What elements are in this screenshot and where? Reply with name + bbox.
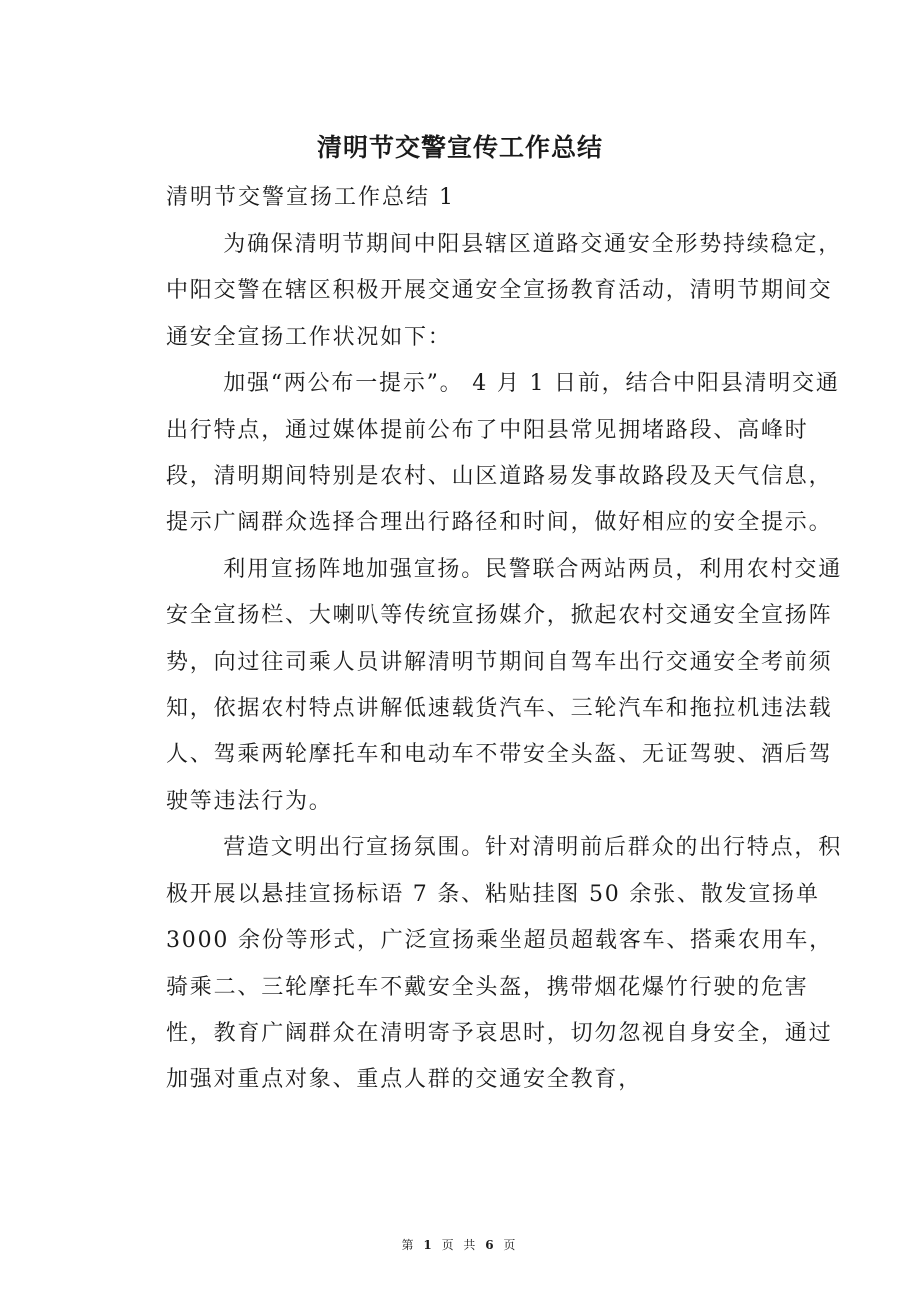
footer-middle: 页 共 [441, 1238, 479, 1252]
footer-prefix: 第 [401, 1238, 417, 1252]
footer-total-pages: 6 [485, 1238, 497, 1252]
document-subtitle: 清明节交警宣扬工作总结 1 [166, 185, 455, 210]
footer-current-page: 1 [423, 1238, 435, 1252]
footer-suffix: 页 [503, 1238, 519, 1252]
page-footer [0, 1236, 920, 1253]
document-title: 清明节交警宣传工作总结 [316, 133, 603, 162]
paragraph-intro: 为确保清明节期间中阳县辖区道路交通安全形势持续稳定，中阳交警在辖区积极开展交通安全宣扬教育活动，清明节期间交通安全宣扬工作状况如下： [166, 232, 842, 350]
paragraph-publicity-venues: 利用宣扬阵地加强宣扬。民警联合两站两员，利用农村交通安全宣扬栏、大喇叭等传统宣扬媒介，掀起农村交通安全宣扬阵势，向过往司乘人员讲解清明节期间自驾车出行交通安全考前须知，依据农村特点讲解低速载货汽车、三轮汽车和拖拉机违法载人、驾乘两轮摩托车和电动车不带安全头盔、无证驾驶、酒后驾驶等违法行为。 [166, 556, 842, 814]
paragraph-civilized-travel: 营造文明出行宣扬氛围。针对清明前后群众的出行特点，积极开展以悬挂宣扬标语 7 条、粘贴挂图 50 余张、散发宣扬单 3000 余份等形式，广泛宣扬乘坐超员超载客车、搭乘农用车，骑乘二、三轮摩托车不戴安全头盔，携带烟花爆竹行驶的危害性，教育广阔群众在清明寄予哀思时，切勿忽视自身安全，通过加强对重点对象、重点人群的交通安全教育， [166, 835, 842, 1093]
document-body [166, 222, 846, 1104]
paragraph-announcement: 加强“两公布一提示”。 4 月 1 日前，结合中阳县清明交通出行特点，通过媒体提前公布了中阳县常见拥堵路段、高峰时段，清明期间特别是农村、山区道路易发事故路段及天气信息，提示广阔群众选择合理出行路径和时间，做好相应的安全提示。 [166, 371, 840, 536]
